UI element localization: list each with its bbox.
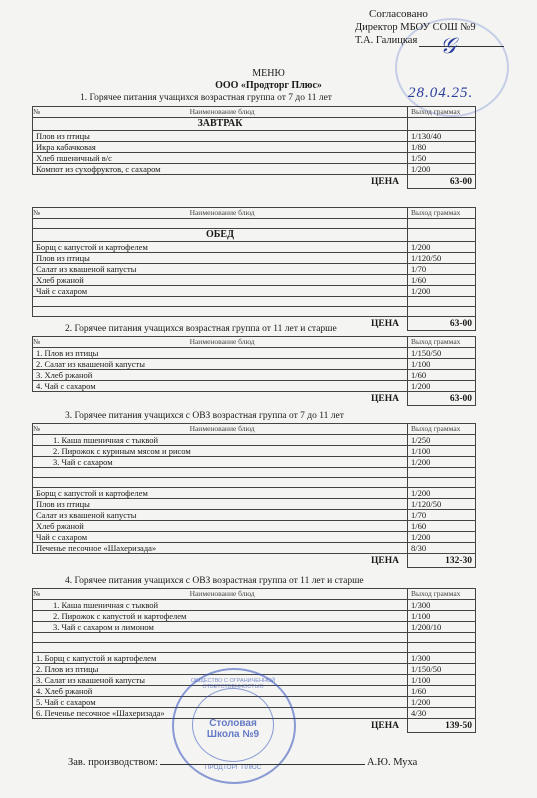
price-row: ЦЕНА 132-30	[33, 554, 476, 568]
header-num: №	[33, 107, 41, 116]
price-value: 139-50	[408, 719, 476, 733]
table-row: Плов из птицы 1/120/50	[33, 253, 476, 264]
header-name: Наименование блюд	[189, 107, 255, 116]
handwritten-date: 28.04.25.	[408, 85, 474, 101]
approval-name: Т.А. Галицкая	[355, 35, 418, 46]
table-row: Хлеб пшеничный в/с 1/50	[33, 153, 476, 164]
table-row: 4. Хлеб ржаной 1/60	[33, 686, 476, 697]
price-value: 132-30	[408, 554, 476, 568]
price-row: ЦЕНА 63-00	[33, 317, 476, 331]
table-row: 1. Каша пшеничная с тыквой 1/250	[33, 435, 476, 446]
section2-table	[32, 336, 476, 406]
footer-signature-line	[160, 764, 365, 765]
table-row: 3. Хлеб ржаной 1/60	[33, 370, 476, 381]
company-name: ООО «Продторг Плюс»	[215, 80, 322, 91]
table-row: Борщ с капустой и картофелем 1/200	[33, 242, 476, 253]
footer-name: А.Ю. Муха	[366, 757, 418, 768]
menu-title: МЕНЮ	[252, 68, 285, 79]
table-row: 1. Борщ с капустой и картофелем 1/300	[33, 653, 476, 664]
table-row: Хлеб ржаной 1/60	[33, 275, 476, 286]
table-row: Плов из птицы 1/130/40	[33, 131, 476, 142]
table-row: Хлеб ржаной 1/60	[33, 521, 476, 532]
table-row: Икра кабачковая 1/80	[33, 142, 476, 153]
section2-title: 2. Горячее питания учащихся возрастная группа от 11 лет и старше	[65, 324, 337, 334]
price-row: ЦЕНА 139-50	[33, 719, 476, 733]
breakfast-label: ЗАВТРАК	[33, 118, 408, 131]
table-header-row: № Наименование блюд Выход граммах	[33, 208, 476, 219]
price-row: ЦЕНА 63-00	[33, 392, 476, 406]
approval-position: Директор МБОУ СОШ №9	[355, 22, 476, 33]
approval-title: Согласовано	[369, 8, 428, 20]
table-row: 3. Салат из квашеной капусты 1/100	[33, 675, 476, 686]
table-row: 5. Чай с сахаром 1/200	[33, 697, 476, 708]
lunch-label: ОБЕД	[33, 229, 408, 242]
stamp-ring-bottom-text: ПРОДТОРГ ПЛЮС	[204, 764, 262, 771]
table-header-row	[33, 107, 476, 118]
table-row: Плов из птицы 1/120/50	[33, 499, 476, 510]
table-row: Борщ с капустой и картофелем 1/200	[33, 488, 476, 499]
section3-table	[32, 423, 476, 568]
table-row: Салат из квашеной капусты 1/70	[33, 510, 476, 521]
table-row: Печенье песочное «Шахеризада» 8/30	[33, 543, 476, 554]
table-row: 4. Чай с сахаром 1/200	[33, 381, 476, 392]
table-row: 2. Салат из квашеной капусты 1/100	[33, 359, 476, 370]
table-row: 3. Чай с сахаром 1/200	[33, 457, 476, 468]
table-row: 2. Пирожок с куриным мясом и рисом 1/100	[33, 446, 476, 457]
approval-block	[355, 8, 504, 47]
price-value: 63-00	[408, 175, 476, 189]
table-row: 1. Плов из птицы 1/150/50	[33, 348, 476, 359]
breakfast-table	[32, 106, 476, 189]
table-row: 3. Чай с сахаром и лимоном 1/200/10	[33, 622, 476, 633]
table-row: Компот из сухофруктов, с сахаром 1/200	[33, 164, 476, 175]
table-row: 2. Пирожок с капустой и картофелем 1/100	[33, 611, 476, 622]
table-row: 1. Каша пшеничная с тыквой 1/300	[33, 600, 476, 611]
approval-signature-line	[355, 34, 504, 47]
section4-title: 4. Горячее питания учащихся с ОВЗ возрастная группа от 11 лет и старше	[65, 576, 364, 586]
stamp-ring-top-text: ОБЩЕСТВО С ОГРАНИЧЕННОЙ ОТВЕТСТВЕННОСТЬЮ	[190, 678, 276, 690]
table-row: Чай с сахаром 1/200	[33, 532, 476, 543]
table-row: Салат из квашеной капусты 1/70	[33, 264, 476, 275]
table-header-row: № Наименование блюд Выход граммах	[33, 424, 476, 435]
footer-label: Зав. производством:	[68, 757, 158, 768]
price-value: 63-00	[408, 317, 476, 331]
table-row: Чай с сахаром 1/200	[33, 286, 476, 297]
section1-title: 1. Горячее питания учащихся возрастная группа от 7 до 11 лет	[80, 93, 332, 103]
price-value: 63-00	[408, 392, 476, 406]
lunch-table	[32, 207, 476, 331]
signature-underline	[419, 46, 504, 47]
header-yield: Выход граммах	[408, 107, 476, 118]
table-header-row: № Наименование блюд Выход граммах	[33, 589, 476, 600]
stamp-center-text: Столовая Школа №9	[206, 718, 260, 740]
footer-signature	[68, 757, 417, 768]
handwritten-signature: 𝒢	[440, 34, 456, 59]
price-row: ЦЕНА 63-00	[33, 175, 476, 189]
table-row: 6. Печенье песочное «Шахеризада» 4/30	[33, 708, 476, 719]
table-row: 2. Плов из птицы 1/150/50	[33, 664, 476, 675]
table-header-row: № Наименование блюд Выход граммах	[33, 337, 476, 348]
section3-title: 3. Горячее питания учащихся с ОВЗ возрастная группа от 7 до 11 лет	[65, 411, 344, 421]
